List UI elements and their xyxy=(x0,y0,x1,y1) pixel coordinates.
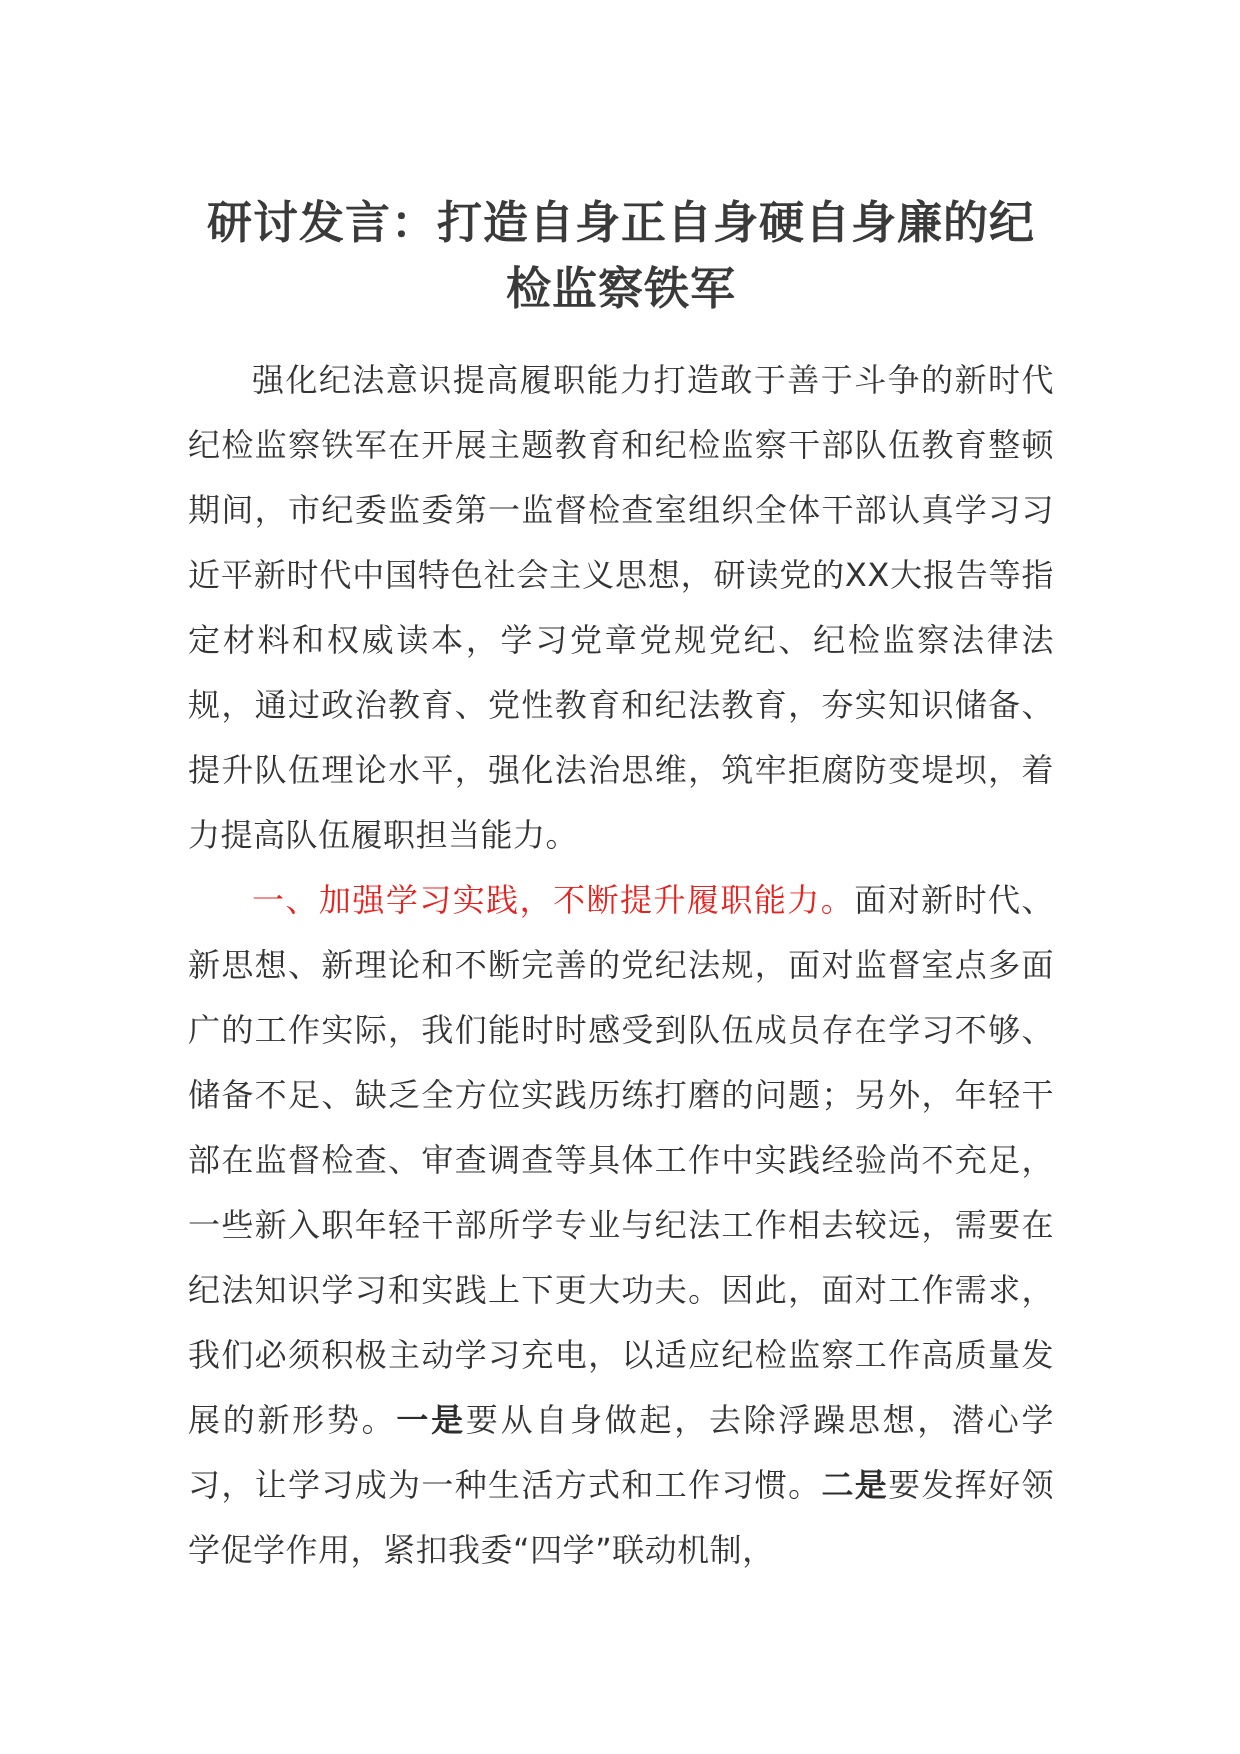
point-one-lead: 一是 xyxy=(396,1401,466,1439)
section-one-text-1: 面对新时代、新思想、新理论和不断完善的党纪法规，面对监督室点多面广的工作实际，我们能时时感受到队伍成员存在学习不够、储备不足、缺乏全方位实践历练打磨的问题；另外，年轻干部在监督检查、审查调查等具体工作中实践经验尚不充足，一些新入职年轻干部所学专业与纪法工作相去较远，需要在纪法知识学习和实践上下更大功夫。因此，面对工作需求，我们必须积极主动学习充电，以适应纪检监察工作高质量发展的新形势。 xyxy=(188,881,1054,1439)
section-one-heading: 一、加强学习实践，不断提升履职能力。 xyxy=(252,881,855,919)
title-line-2: 检监察铁军 xyxy=(505,262,736,315)
point-two-lead: 二是 xyxy=(821,1466,889,1504)
document-title xyxy=(188,190,1054,322)
document-page xyxy=(188,190,1054,1583)
section-one-text-2: 要从自身做起，去除浮躁思想，潜心学习，让学习成为一种生活方式和工作习惯。 xyxy=(188,1401,1054,1504)
section-one-paragraph xyxy=(188,868,1054,1583)
intro-paragraph-text: 强化纪法意识提高履职能力打造敢于善于斗争的新时代纪检监察铁军在开展主题教育和纪检监察干部队伍教育整顿期间，市纪委监委第一监督检查室组织全体干部认真学习习近平新时代中国特色社会主义思想，研读党的XX大报告等指定材料和权威读本，学习党章党规党纪、纪检监察法律法规，通过政治教育、党性教育和纪法教育，夯实知识储备、提升队伍理论水平，强化法治思维，筑牢拒腐防变堤坝，着力提高队伍履职担当能力。 xyxy=(188,361,1054,854)
section-one-text-3: 要发挥好领学促学作用，紧扣我委“四学”联动机制， xyxy=(188,1466,1054,1569)
title-line-1: 研讨发言：打造自身正自身硬自身廉的纪 xyxy=(206,196,1035,249)
intro-paragraph xyxy=(188,348,1054,868)
